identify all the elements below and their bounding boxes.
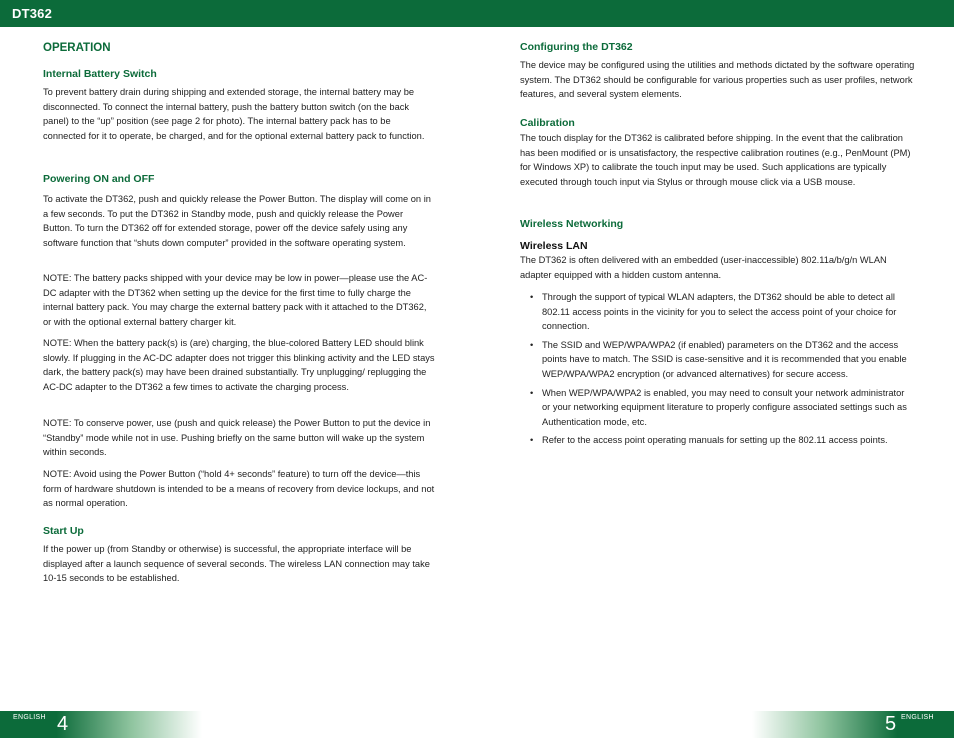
start-up-text: If the power up (from Standby or otherwise) is successful, the appropriate interface will be displayed after a launch sequence of several seconds. The wireless LAN connection may take 10-15 seconds to be established. bbox=[43, 544, 430, 584]
document-title: DT362 bbox=[12, 6, 53, 21]
footer-right bbox=[752, 711, 954, 738]
bullet-icon: • bbox=[530, 339, 534, 350]
wireless-lan-heading: Wireless LAN bbox=[520, 240, 588, 252]
note-battery-low: NOTE: The battery packs shipped with your device may be low in power—please use the AC-DC adapter with the DT362 when setting up the device for the first time to fully charge the internal battery pack. You may charge the external battery pack with it attached to the DT362, or with the optional external battery charger kit. bbox=[43, 273, 428, 327]
bullet-icon: • bbox=[530, 435, 534, 446]
calibration-text: The touch display for the DT362 is calibrated before shipping. In the event that the calibration has been modified or is unsatisfactory, the respective calibration routines (e.g., PenMount (PM) for Windows XP) to calibrate the touch input may be used. Such applications are typically executed through touch input via Stylus or through mouse click via a USB mouse. bbox=[520, 133, 911, 187]
footer-language-right: ENGLISH bbox=[901, 714, 934, 721]
calibration-heading: Calibration bbox=[520, 117, 575, 129]
page-number-right: 5 bbox=[885, 713, 897, 735]
page-number-left: 4 bbox=[57, 713, 69, 735]
note-battery-charging: NOTE: When the battery pack(s) is (are) charging, the blue-colored Battery LED should blink slowly. If plugging in the AC-DC adapter does not trigger this blinking activity and the LED stays dark, the battery pack(s) may have been drained substantially. Try unplugging/ replugging the AC-DC adapter to the DT362 a few times to activate the charging process. bbox=[43, 338, 435, 392]
list-item: • Refer to the access point operating manuals for setting up the 802.11 access points. bbox=[520, 433, 915, 448]
wireless-lan-text: The DT362 is often delivered with an embedded (user-inaccessible) 802.11a/b/g/n WLAN adapter equipped with a hidden custom antenna. bbox=[520, 255, 887, 280]
list-item: • The SSID and WEP/WPA/WPA2 (if enabled) parameters on the DT362 and the access points have to match. The SSID is case-sensitive and it is recommended that you enable WEP/WPA/WPA2 encryption (or advanced alternatives) for secure access. bbox=[530, 339, 907, 379]
list-item: • Through the support of typical WLAN adapters, the DT362 should be able to detect all 802.11 access points in the vicinity for you to select the access point of your choice for connection. bbox=[530, 292, 897, 332]
wlan-bullet-list bbox=[520, 290, 915, 452]
note-conserve-power: NOTE: To conserve power, use (push and quick release) the Power Button to put the device in “Standby” mode while not in use. Pushing briefly on the same button will wake up the system within seconds. bbox=[43, 418, 431, 458]
start-up-heading: Start Up bbox=[43, 525, 84, 537]
powering-heading: Powering ON and OFF bbox=[43, 173, 155, 185]
footer-left bbox=[0, 711, 202, 738]
bullet-icon: • bbox=[530, 387, 534, 398]
operation-heading: OPERATION bbox=[43, 42, 111, 54]
battery-switch-text: To prevent battery drain during shipping and extended storage, the internal battery may be disconnected. To connect the internal battery, push the battery button switch (on the back panel) to the “up” position (see page 2 for photo). The internal battery pack has to be connected for it to operate, be charged, and for the optional external battery pack to function. bbox=[43, 87, 425, 141]
wireless-networking-heading: Wireless Networking bbox=[520, 218, 624, 230]
footer-language-left: ENGLISH bbox=[13, 714, 46, 721]
list-item: • When WEP/WPA/WPA2 is enabled, you may need to consult your network administrator or your networking equipment literature to properly configure associated settings such as Authentication mode, etc. bbox=[530, 387, 907, 427]
header-bar bbox=[0, 0, 954, 27]
bullet-icon: • bbox=[530, 292, 534, 302]
note-avoid-hard-shutdown: NOTE: Avoid using the Power Button (“hold 4+ seconds” feature) to turn off the device—this form of hardware shutdown is intended to be a means of recovery from device lockups, and not as normal operation. bbox=[43, 469, 435, 509]
powering-text: To activate the DT362, push and quickly release the Power Button. The display will come on in a few seconds. To put the DT362 in Standby mode, push and quickly release the Power Button. To turn the DT362 off for extended storage, power off the device safely using any software function that “shuts down computer” provided in the software operating system. bbox=[43, 194, 431, 248]
battery-switch-heading: Internal Battery Switch bbox=[43, 68, 157, 80]
configuring-text: The device may be configured using the utilities and methods dictated by the software operating system. The DT362 should be configurable for various properties such as user profiles, network features, and several system elements. bbox=[520, 60, 915, 100]
configuring-heading: Configuring the DT362 bbox=[520, 41, 633, 53]
